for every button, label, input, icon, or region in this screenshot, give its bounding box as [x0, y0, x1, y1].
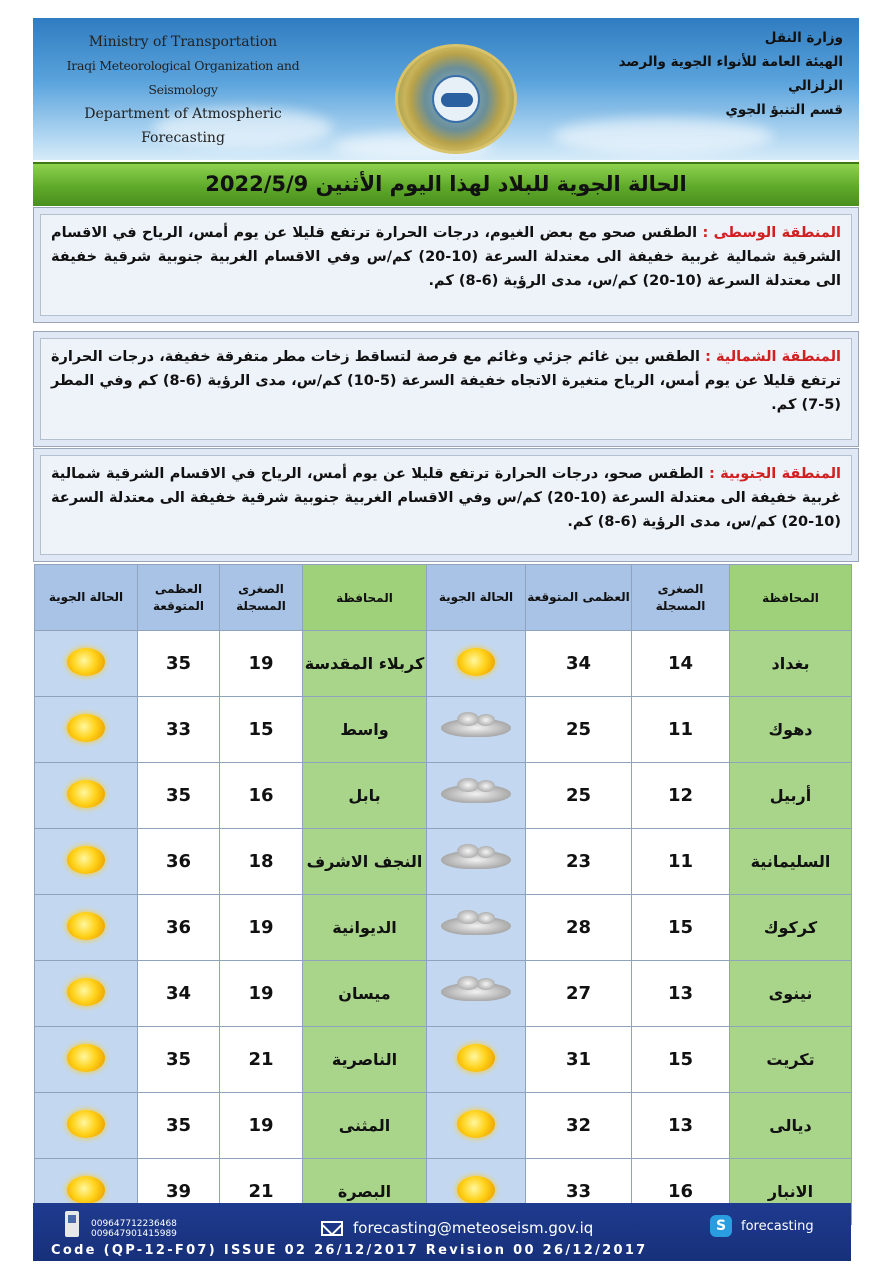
min-temp: 21: [220, 1159, 303, 1225]
logo-cloud-icon: [441, 93, 473, 107]
header-min-recorded: الصغرى المسجلة: [220, 565, 303, 631]
header-governorate: المحافظة: [303, 565, 427, 631]
max-temp: 35: [138, 1093, 220, 1159]
governorate-name: السليمانية: [730, 829, 852, 895]
sun-icon: [67, 846, 105, 874]
sun-icon: [67, 912, 105, 940]
governorate-name: بغداد: [730, 631, 852, 697]
min-temp: 19: [220, 631, 303, 697]
weather-cell: [427, 1027, 526, 1093]
sun-icon: [67, 1176, 105, 1204]
max-temp: 23: [526, 829, 632, 895]
region-north-text-box: [40, 338, 852, 440]
phone-number: 009647901415989: [91, 1229, 177, 1239]
skype-icon: S: [710, 1215, 732, 1237]
header-governorate: المحافظة: [730, 565, 852, 631]
table-row: [35, 697, 852, 763]
governorate-name: ديالى: [730, 1093, 852, 1159]
logo-center: [432, 75, 480, 123]
document-code: Code (QP-12-F07) ISSUE 02 26/12/2017 Revision 00 26/12/2017: [51, 1243, 648, 1258]
governorate-name: أربيل: [730, 763, 852, 829]
page-title: الحالة الجوية للبلاد لهذا اليوم الأثنين 2022/5/9: [205, 172, 687, 196]
governorate-name: دهوك: [730, 697, 852, 763]
sun-icon: [457, 648, 495, 676]
min-temp: 12: [632, 763, 730, 829]
governorate-name: كربلاء المقدسة: [303, 631, 427, 697]
governorates-weather-table: [34, 564, 852, 1225]
max-temp: 28: [526, 895, 632, 961]
governorate-name: تكريت: [730, 1027, 852, 1093]
sun-icon: [457, 1176, 495, 1204]
region-south-name: المنطقة الجنوبية :: [708, 466, 841, 482]
min-temp: 13: [632, 961, 730, 1027]
cloud-icon: [441, 851, 511, 869]
max-temp: 33: [526, 1159, 632, 1225]
table-row: [35, 961, 852, 1027]
region-north-box: [33, 331, 859, 447]
weather-cell: [427, 763, 526, 829]
table-row: [35, 1093, 852, 1159]
cloud-icon: [441, 719, 511, 737]
min-temp: 13: [632, 1093, 730, 1159]
weather-cell: [35, 895, 138, 961]
region-central-text-box: [40, 214, 852, 316]
phone-number: 009647712236468: [91, 1219, 177, 1229]
table-row: [35, 829, 852, 895]
phone-numbers: [91, 1219, 177, 1239]
weather-cell: [427, 829, 526, 895]
weather-cell: [35, 961, 138, 1027]
min-temp: 21: [220, 1027, 303, 1093]
header-arabic-text: [573, 26, 843, 122]
max-temp: 32: [526, 1093, 632, 1159]
weather-cell: [35, 1093, 138, 1159]
weather-cell: [35, 763, 138, 829]
sky-cloud-decoration: [553, 118, 773, 154]
table-row: [35, 895, 852, 961]
table-row: [35, 631, 852, 697]
region-north-name: المنطقة الشمالية :: [705, 349, 842, 365]
region-north-forecast: الطقس بين غائم جزئي وغائم مع فرصة لتساقط زخات مطر متفرقة خفيفة، درجات الحرارة ترتفع قليلا عن يوم أمس، الرياح متغيرة الاتجاه خفيفة السرعة (5-10) كم/س، مدى الرؤية (6-8) كم وفي المطر (5-7) كم.: [51, 349, 841, 413]
min-temp: 19: [220, 961, 303, 1027]
min-temp: 18: [220, 829, 303, 895]
governorate-name: بابل: [303, 763, 427, 829]
footer-bar: [33, 1203, 851, 1261]
skype-handle[interactable]: forecasting: [741, 1219, 814, 1234]
weather-cell: [427, 895, 526, 961]
ministry-name-en: Ministry of Transportation: [88, 34, 278, 50]
header-weather: الحالة الجوية: [35, 565, 138, 631]
weather-cell: [427, 631, 526, 697]
max-temp: 25: [526, 697, 632, 763]
max-temp: 34: [138, 961, 220, 1027]
sun-icon: [67, 1044, 105, 1072]
min-temp: 16: [632, 1159, 730, 1225]
max-temp: 35: [138, 1027, 220, 1093]
sun-icon: [67, 1110, 105, 1138]
sun-icon: [67, 780, 105, 808]
table-row: [35, 763, 852, 829]
table-header-row: [35, 565, 852, 631]
governorate-name: النجف الاشرف: [303, 829, 427, 895]
governorate-name: المثنى: [303, 1093, 427, 1159]
governorate-name: نينوى: [730, 961, 852, 1027]
region-central-forecast: الطقس صحو مع بعض الغيوم، درجات الحرارة ترتفع قليلا عن يوم أمس، الرياح في الاقسام الشرقية شمالية غربية خفيفة الى معتدلة السرعة (10-20) كم/س وفي الاقسام الغربية جنوبية شرقية خفيفة الى معتدلة السرعة (10-20) كم/س، مدى الرؤية (6-8) كم.: [51, 225, 841, 289]
header-weather: الحالة الجوية: [427, 565, 526, 631]
header-min-recorded: الصغرى المسجلة: [632, 565, 730, 631]
max-temp: 39: [138, 1159, 220, 1225]
governorate-name: البصرة: [303, 1159, 427, 1225]
governorate-name: الناصرية: [303, 1027, 427, 1093]
governorate-name: الانبار: [730, 1159, 852, 1225]
min-temp: 16: [220, 763, 303, 829]
max-temp: 25: [526, 763, 632, 829]
min-temp: 11: [632, 829, 730, 895]
weather-cell: [427, 961, 526, 1027]
max-temp: 35: [138, 631, 220, 697]
weather-cell: [35, 1027, 138, 1093]
cloud-icon: [441, 917, 511, 935]
min-temp: 14: [632, 631, 730, 697]
header-english-text: [43, 30, 323, 150]
governorate-name: الديوانية: [303, 895, 427, 961]
table-row: [35, 1027, 852, 1093]
title-bar: [33, 162, 859, 206]
email-link[interactable]: forecasting@meteoseism.gov.iq: [353, 1219, 594, 1237]
sun-icon: [67, 648, 105, 676]
max-temp: 27: [526, 961, 632, 1027]
max-temp: 36: [138, 895, 220, 961]
ministry-name-ar: وزارة النقل: [764, 30, 843, 46]
region-south-text-box: [40, 455, 852, 555]
region-south-forecast: الطقس صحو، درجات الحرارة ترتفع قليلا عن يوم أمس، الرياح في الاقسام الشرقية شمالية غربية خفيفة الى معتدلة السرعة (10-20) كم/س وفي الاقسام الغربية جنوبية شرقية خفيفة الى معتدلة السرعة (10-20) كم/س، مدى الرؤية (6-8) كم.: [51, 466, 842, 530]
sun-icon: [67, 978, 105, 1006]
header-max-expected: العظمى المتوقعة: [138, 565, 220, 631]
region-south-box: [33, 448, 859, 562]
mail-icon: [321, 1221, 343, 1236]
sun-icon: [457, 1044, 495, 1072]
organization-name-en: Iraqi Meteorological Organization and Seismology: [66, 58, 300, 97]
min-temp: 15: [632, 895, 730, 961]
phone-icon: [65, 1211, 79, 1237]
weather-cell: [35, 631, 138, 697]
department-name-ar: قسم التنبؤ الجوي: [725, 102, 843, 118]
governorate-name: كركوك: [730, 895, 852, 961]
region-central-name: المنطقة الوسطى :: [702, 225, 841, 241]
sun-icon: [67, 714, 105, 742]
max-temp: 35: [138, 763, 220, 829]
min-temp: 15: [220, 697, 303, 763]
organization-logo: [395, 44, 517, 154]
weather-cell: [35, 697, 138, 763]
cloud-icon: [441, 785, 511, 803]
cloud-icon: [441, 983, 511, 1001]
region-central-box: [33, 207, 859, 323]
header-banner: [33, 18, 859, 160]
min-temp: 15: [632, 1027, 730, 1093]
organization-name-ar: الهيئة العامة للأنواء الجوية والرصد الزلزالي: [618, 54, 843, 94]
max-temp: 33: [138, 697, 220, 763]
weather-cell: [427, 1093, 526, 1159]
max-temp: 31: [526, 1027, 632, 1093]
weather-cell: [427, 697, 526, 763]
header-max-expected: العظمى المتوقعة: [526, 565, 632, 631]
min-temp: 19: [220, 1093, 303, 1159]
min-temp: 11: [632, 697, 730, 763]
governorate-name: ميسان: [303, 961, 427, 1027]
max-temp: 34: [526, 631, 632, 697]
min-temp: 19: [220, 895, 303, 961]
max-temp: 36: [138, 829, 220, 895]
department-name-en: Department of Atmospheric Forecasting: [84, 106, 282, 146]
sun-icon: [457, 1110, 495, 1138]
weather-cell: [35, 829, 138, 895]
governorate-name: واسط: [303, 697, 427, 763]
